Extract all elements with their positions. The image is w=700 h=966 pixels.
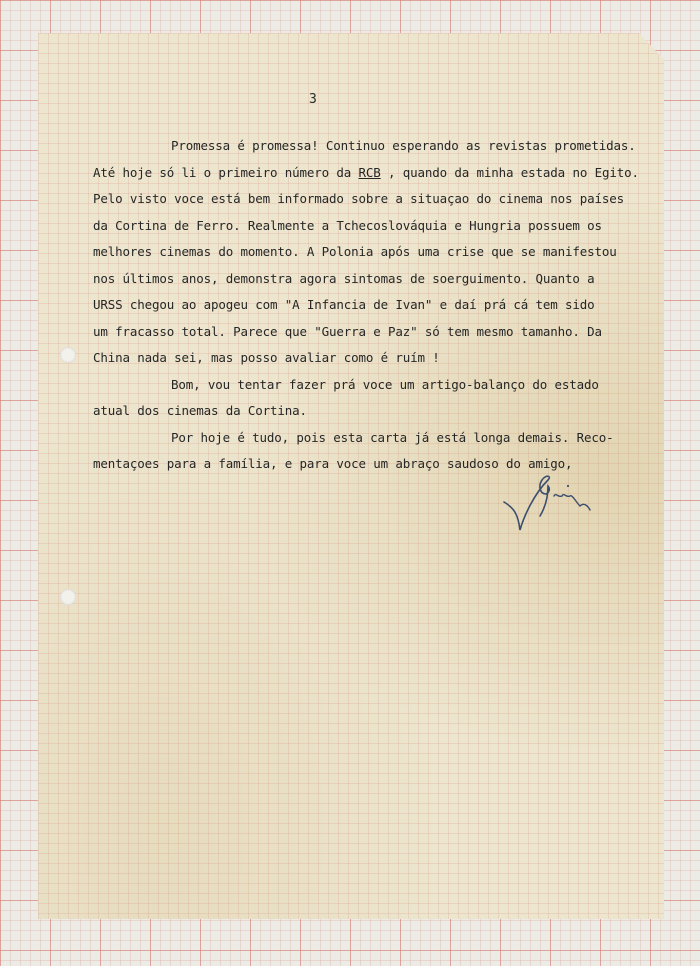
letter-line: melhores cinemas do momento. A Polonia após uma crise que se manifestou [93,244,617,259]
letter-line [93,160,653,187]
letter-body [93,133,653,478]
letter-line: Pelo visto voce está bem informado sobre a situaçao do cinema nos países [93,191,625,206]
handwritten-signature [500,472,600,534]
underlined-title: RCB [358,164,381,180]
letter-line: URSS chegou ao apogeu com "A Infancia de Ivan" e daí prá cá tem sido [93,297,595,312]
page-number: 3 [309,92,317,107]
letter-text: Até hoje só li o primeiro número da [93,164,359,180]
letter-text: , quando da minha estada no Egito. [380,164,639,180]
punch-hole [60,347,76,363]
letter-line: atual dos cinemas da Cortina. [93,403,307,418]
letter-line: Promessa é promessa! Continuo esperando as revistas prometidas. [171,138,636,153]
letter-line: mentaçoes para a família, e para voce um abraço saudoso do amigo, [93,456,573,471]
letter-line: um fracasso total. Parece que "Guerra e Paz" só tem mesmo tamanho. Da [93,323,602,339]
letter-line: nos últimos anos, demonstra agora sintomas de soerguimento. Quanto a [93,270,595,286]
letter-line: da Cortina de Ferro. Realmente a Tchecoslováquia e Hungria possuem os [93,217,602,233]
letter-line: Bom, vou tentar fazer prá voce um artigo-balanço do estado [171,376,599,392]
punch-hole [60,589,76,605]
letter-line: Por hoje é tudo, pois esta carta já está longa demais. Reco- [171,429,614,445]
letter-line: China nada sei, mas posso avaliar como é ruím ! [93,350,440,365]
